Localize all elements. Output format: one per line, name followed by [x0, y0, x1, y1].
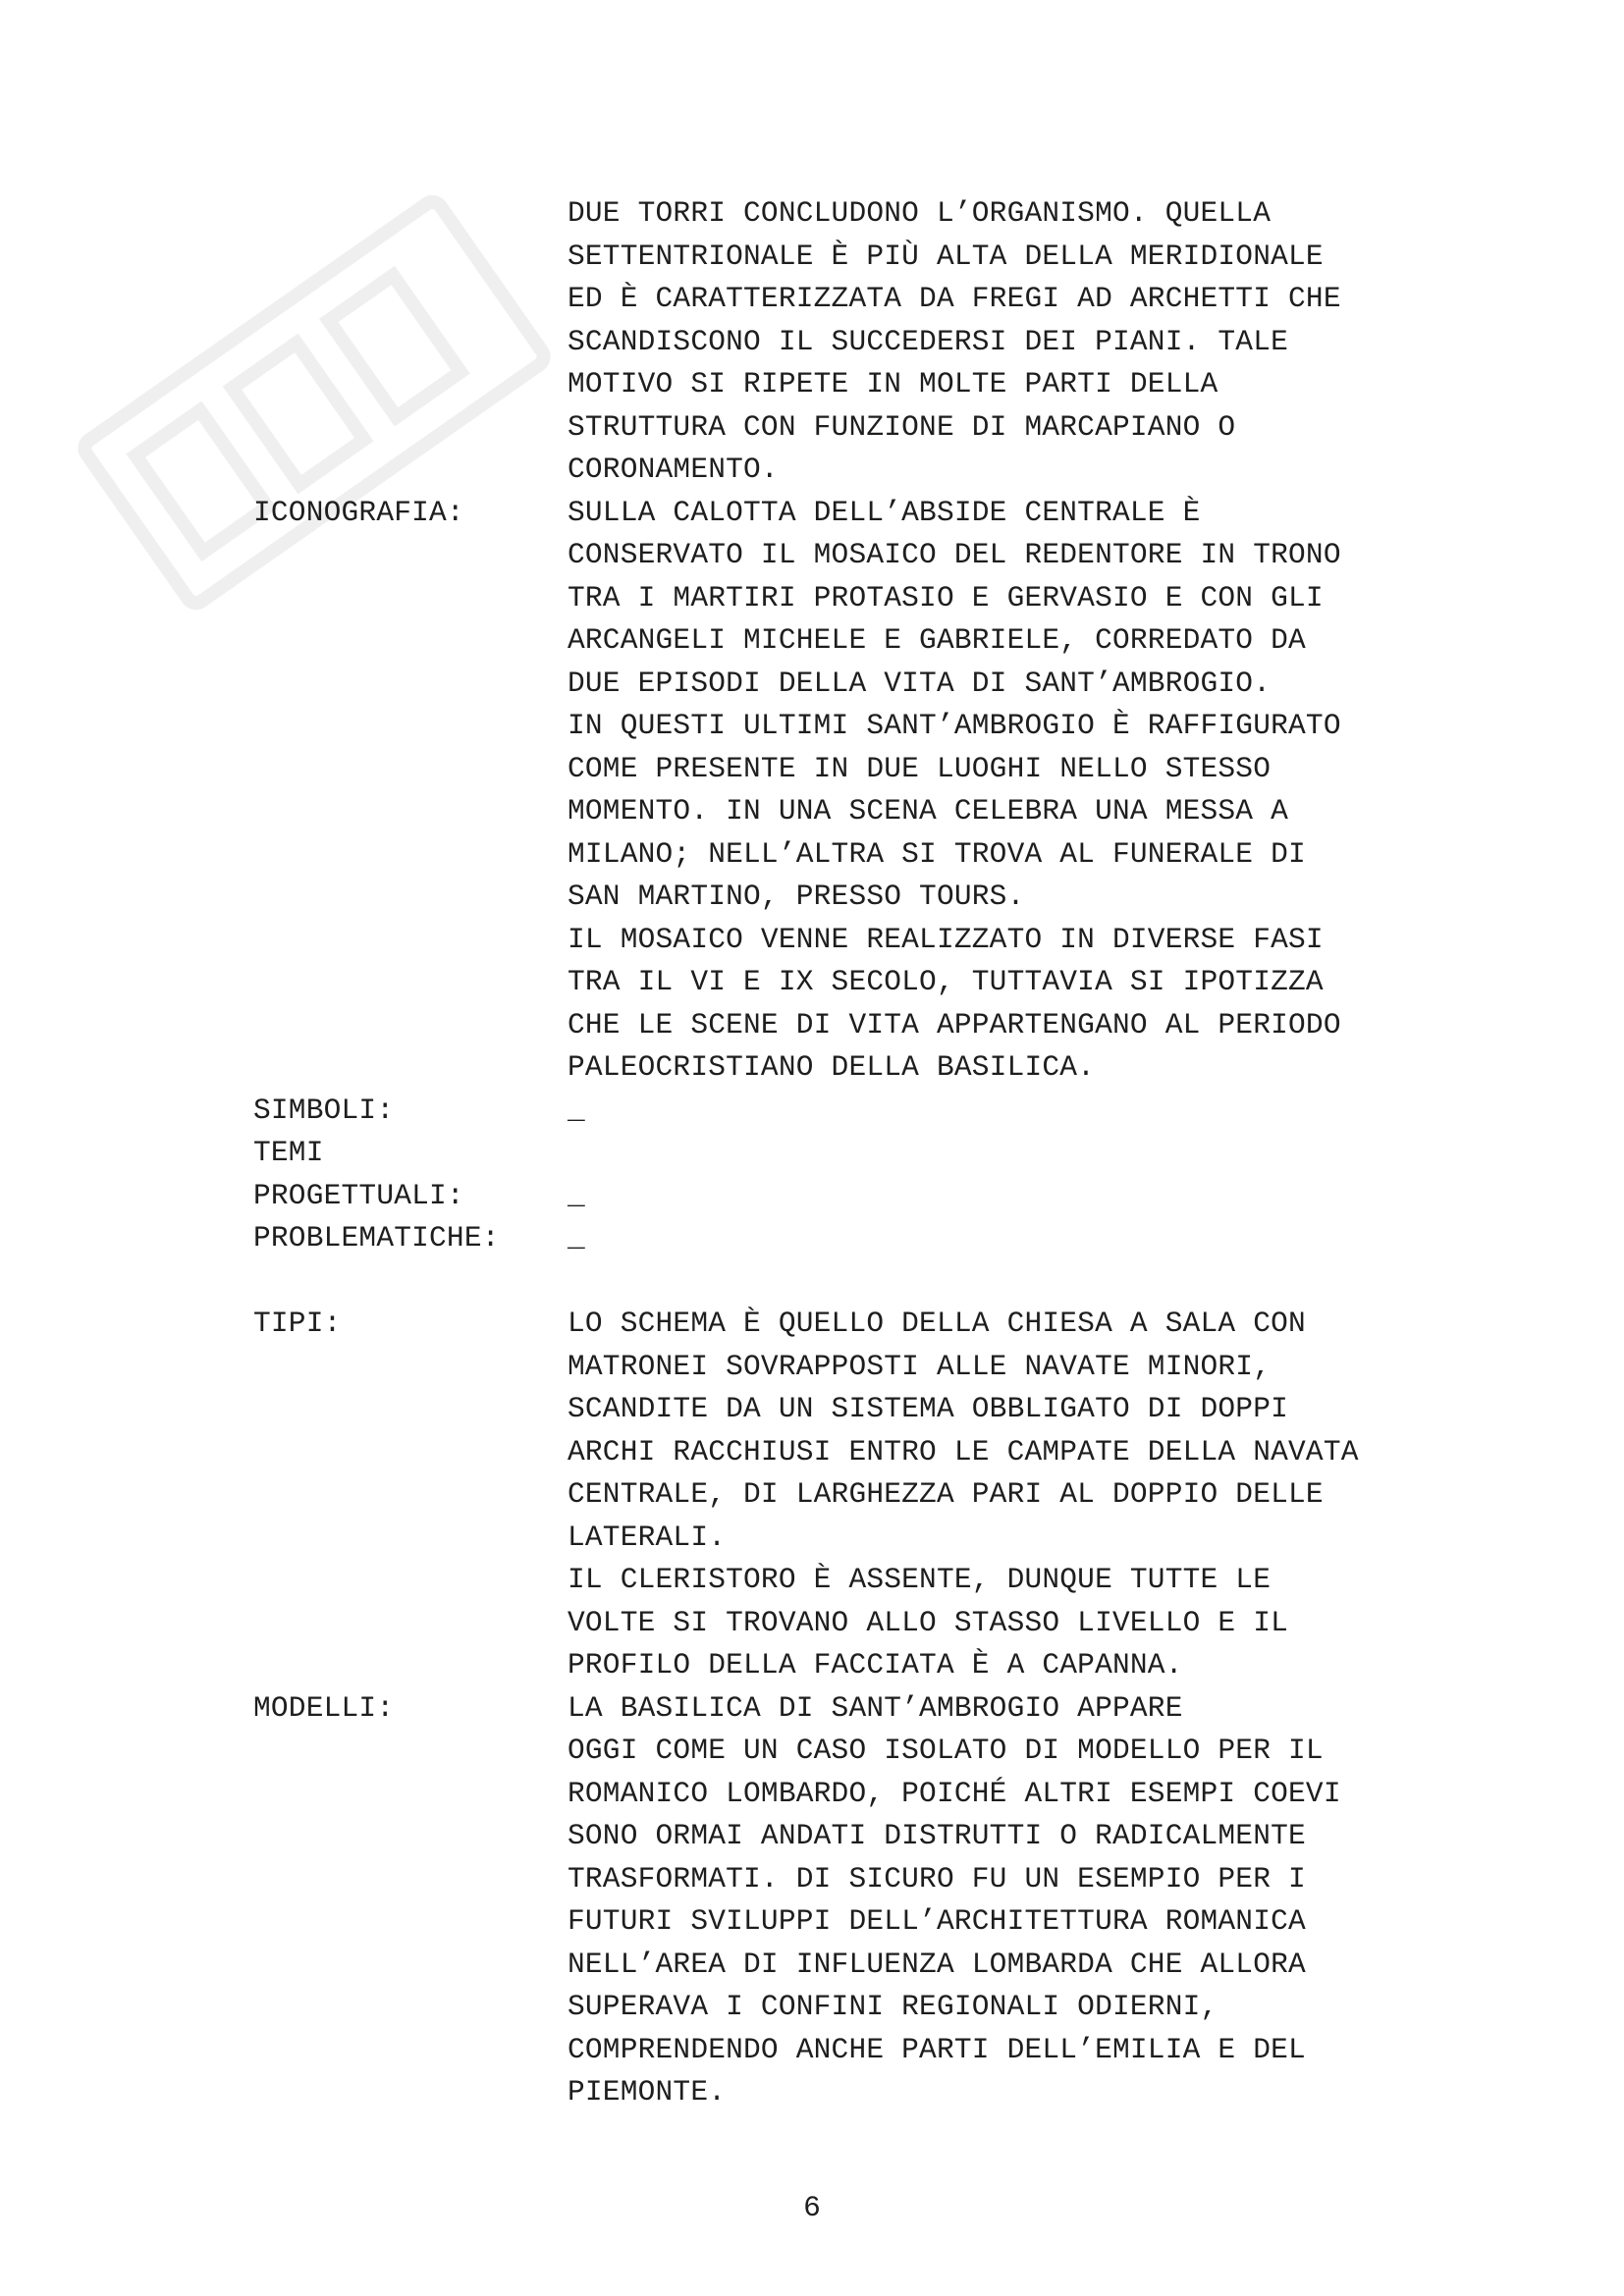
text-line: DUE TORRI CONCLUDONO L’ORGANISMO. QUELLA [568, 196, 1272, 230]
section-content [568, 492, 1471, 1090]
text-line: SETTENTRIONALE È PIÙ ALTA DELLA MERIDIONALE [568, 239, 1324, 273]
section-tipi [253, 1303, 1471, 1687]
text-line: NELL’AREA DI INFLUENZA LOMBARDA CHE ALLORA [568, 1947, 1306, 1981]
text-line: SULLA CALOTTA DELL’ABSIDE CENTRALE È [568, 495, 1201, 529]
text-line: MILANO; NELL’ALTRA SI TROVA AL FUNERALE DI [568, 836, 1306, 871]
section-simboli [253, 1090, 1471, 1133]
text-line: TRA IL VI E IX SECOLO, TUTTAVIA SI IPOTIZZA [568, 965, 1324, 998]
section-content [568, 1090, 1471, 1133]
text-line: OGGI COME UN CASO ISOLATO DI MODELLO PER IL [568, 1734, 1324, 1767]
text-line: _ [568, 1093, 585, 1127]
text-line: SCANDISCONO IL SUCCEDERSI DEI PIANI. TALE [568, 324, 1289, 358]
section-content [568, 192, 1471, 492]
section-content [568, 1217, 1471, 1260]
text-line: TRASFORMATI. DI SICURO FU UN ESEMPIO PER I [568, 1861, 1306, 1896]
text-line: LO SCHEMA È QUELLO DELLA CHIESA A SALA CON [568, 1307, 1306, 1340]
blank-line [253, 1260, 1471, 1304]
text-line: DUE EPISODI DELLA VITA DI SANT’AMBROGIO. [568, 666, 1272, 700]
text-line: CORONAMENTO. [568, 453, 779, 486]
section-label: PROGETTUALI: [253, 1178, 464, 1212]
section-intro [253, 192, 1471, 492]
section-iconografia [253, 492, 1471, 1090]
section-label: MODELLI: [253, 1690, 395, 1725]
text-line: CONSERVATO IL MOSAICO DEL REDENTORE IN TRONO [568, 538, 1341, 571]
text-line: MOTIVO SI RIPETE IN MOLTE PARTI DELLA [568, 367, 1218, 400]
text-line: SAN MARTINO, PRESSO TOURS. [568, 880, 1025, 913]
text-line: ED È CARATTERIZZATA DA FREGI AD ARCHETTI CHE [568, 282, 1341, 315]
text-line: SCANDITE DA UN SISTEMA OBBLIGATO DI DOPPI [568, 1392, 1289, 1425]
text-line: IL CLERISTORO È ASSENTE, DUNQUE TUTTE LE [568, 1563, 1272, 1596]
text-line: COMPRENDENDO ANCHE PARTI DELL’EMILIA E DEL [568, 2032, 1306, 2066]
text-line: STRUTTURA CON FUNZIONE DI MARCAPIANO O [568, 409, 1236, 444]
text-line: ARCANGELI MICHELE E GABRIELE, CORREDATO DA [568, 623, 1306, 657]
text-line: ROMANICO LOMBARDO, POICHÉ ALTRI ESEMPI COEVI [568, 1776, 1341, 1810]
text-line: TRA I MARTIRI PROTASIO E GERVASIO E CON GLI [568, 580, 1324, 614]
document-body [253, 192, 1471, 2114]
section-content [568, 1175, 1471, 1218]
section-label: PROBLEMATICHE: [253, 1221, 500, 1255]
text-line: CENTRALE, DI LARGHEZZA PARI AL DOPPIO DELLE [568, 1477, 1324, 1511]
text-line: SONO ORMAI ANDATI DISTRUTTI O RADICALMENTE [568, 1819, 1306, 1852]
text-line: CHE LE SCENE DI VITA APPARTENGANO AL PERIODO [568, 1007, 1341, 1041]
text-line: IL MOSAICO VENNE REALIZZATO IN DIVERSE FASI [568, 922, 1324, 956]
section-label: ICONOGRAFIA: [253, 495, 464, 529]
text-line: PALEOCRISTIANO DELLA BASILICA. [568, 1050, 1096, 1084]
section-modelli [253, 1687, 1471, 2114]
section-content [568, 1303, 1471, 1687]
text-line: _ [568, 1221, 585, 1255]
text-line: MATRONEI SOVRAPPOSTI ALLE NAVATE MINORI, [568, 1349, 1272, 1383]
page-number: 6 [803, 2191, 821, 2224]
section-content [568, 1687, 1471, 2114]
text-line: _ [568, 1178, 585, 1212]
text-line: ARCHI RACCHIUSI ENTRO LE CAMPATE DELLA NAVATA [568, 1434, 1359, 1468]
text-line [568, 1132, 1471, 1175]
section-content [568, 1132, 1471, 1175]
section-progettuali [253, 1175, 1471, 1218]
text-line: MOMENTO. IN UNA SCENA CELEBRA UNA MESSA A [568, 794, 1289, 828]
section-label: TIPI: [253, 1307, 342, 1340]
text-line: PIEMONTE. [568, 2075, 727, 2109]
text-line: PROFILO DELLA FACCIATA È A CAPANNA. [568, 1648, 1183, 1682]
text-line: VOLTE SI TROVANO ALLO STASSO LIVELLO E IL [568, 1605, 1289, 1639]
section-temi [253, 1132, 1471, 1175]
section-label: SIMBOLI: [253, 1093, 395, 1127]
text-line: COME PRESENTE IN DUE LUOGHI NELLO STESSO [568, 751, 1272, 785]
section-problematiche [253, 1217, 1471, 1260]
text-line: LATERALI. [568, 1520, 727, 1554]
section-label: TEMI [253, 1136, 324, 1169]
text-line: IN QUESTI ULTIMI SANT’AMBROGIO È RAFFIGURATO [568, 709, 1341, 742]
text-line: SUPERAVA I CONFINI REGIONALI ODIERNI, [568, 1990, 1218, 2023]
text-line: FUTURI SVILUPPI DELL’ARCHITETTURA ROMANICA [568, 1904, 1306, 1938]
text-line: LA BASILICA DI SANT’AMBROGIO APPARE [568, 1690, 1183, 1725]
